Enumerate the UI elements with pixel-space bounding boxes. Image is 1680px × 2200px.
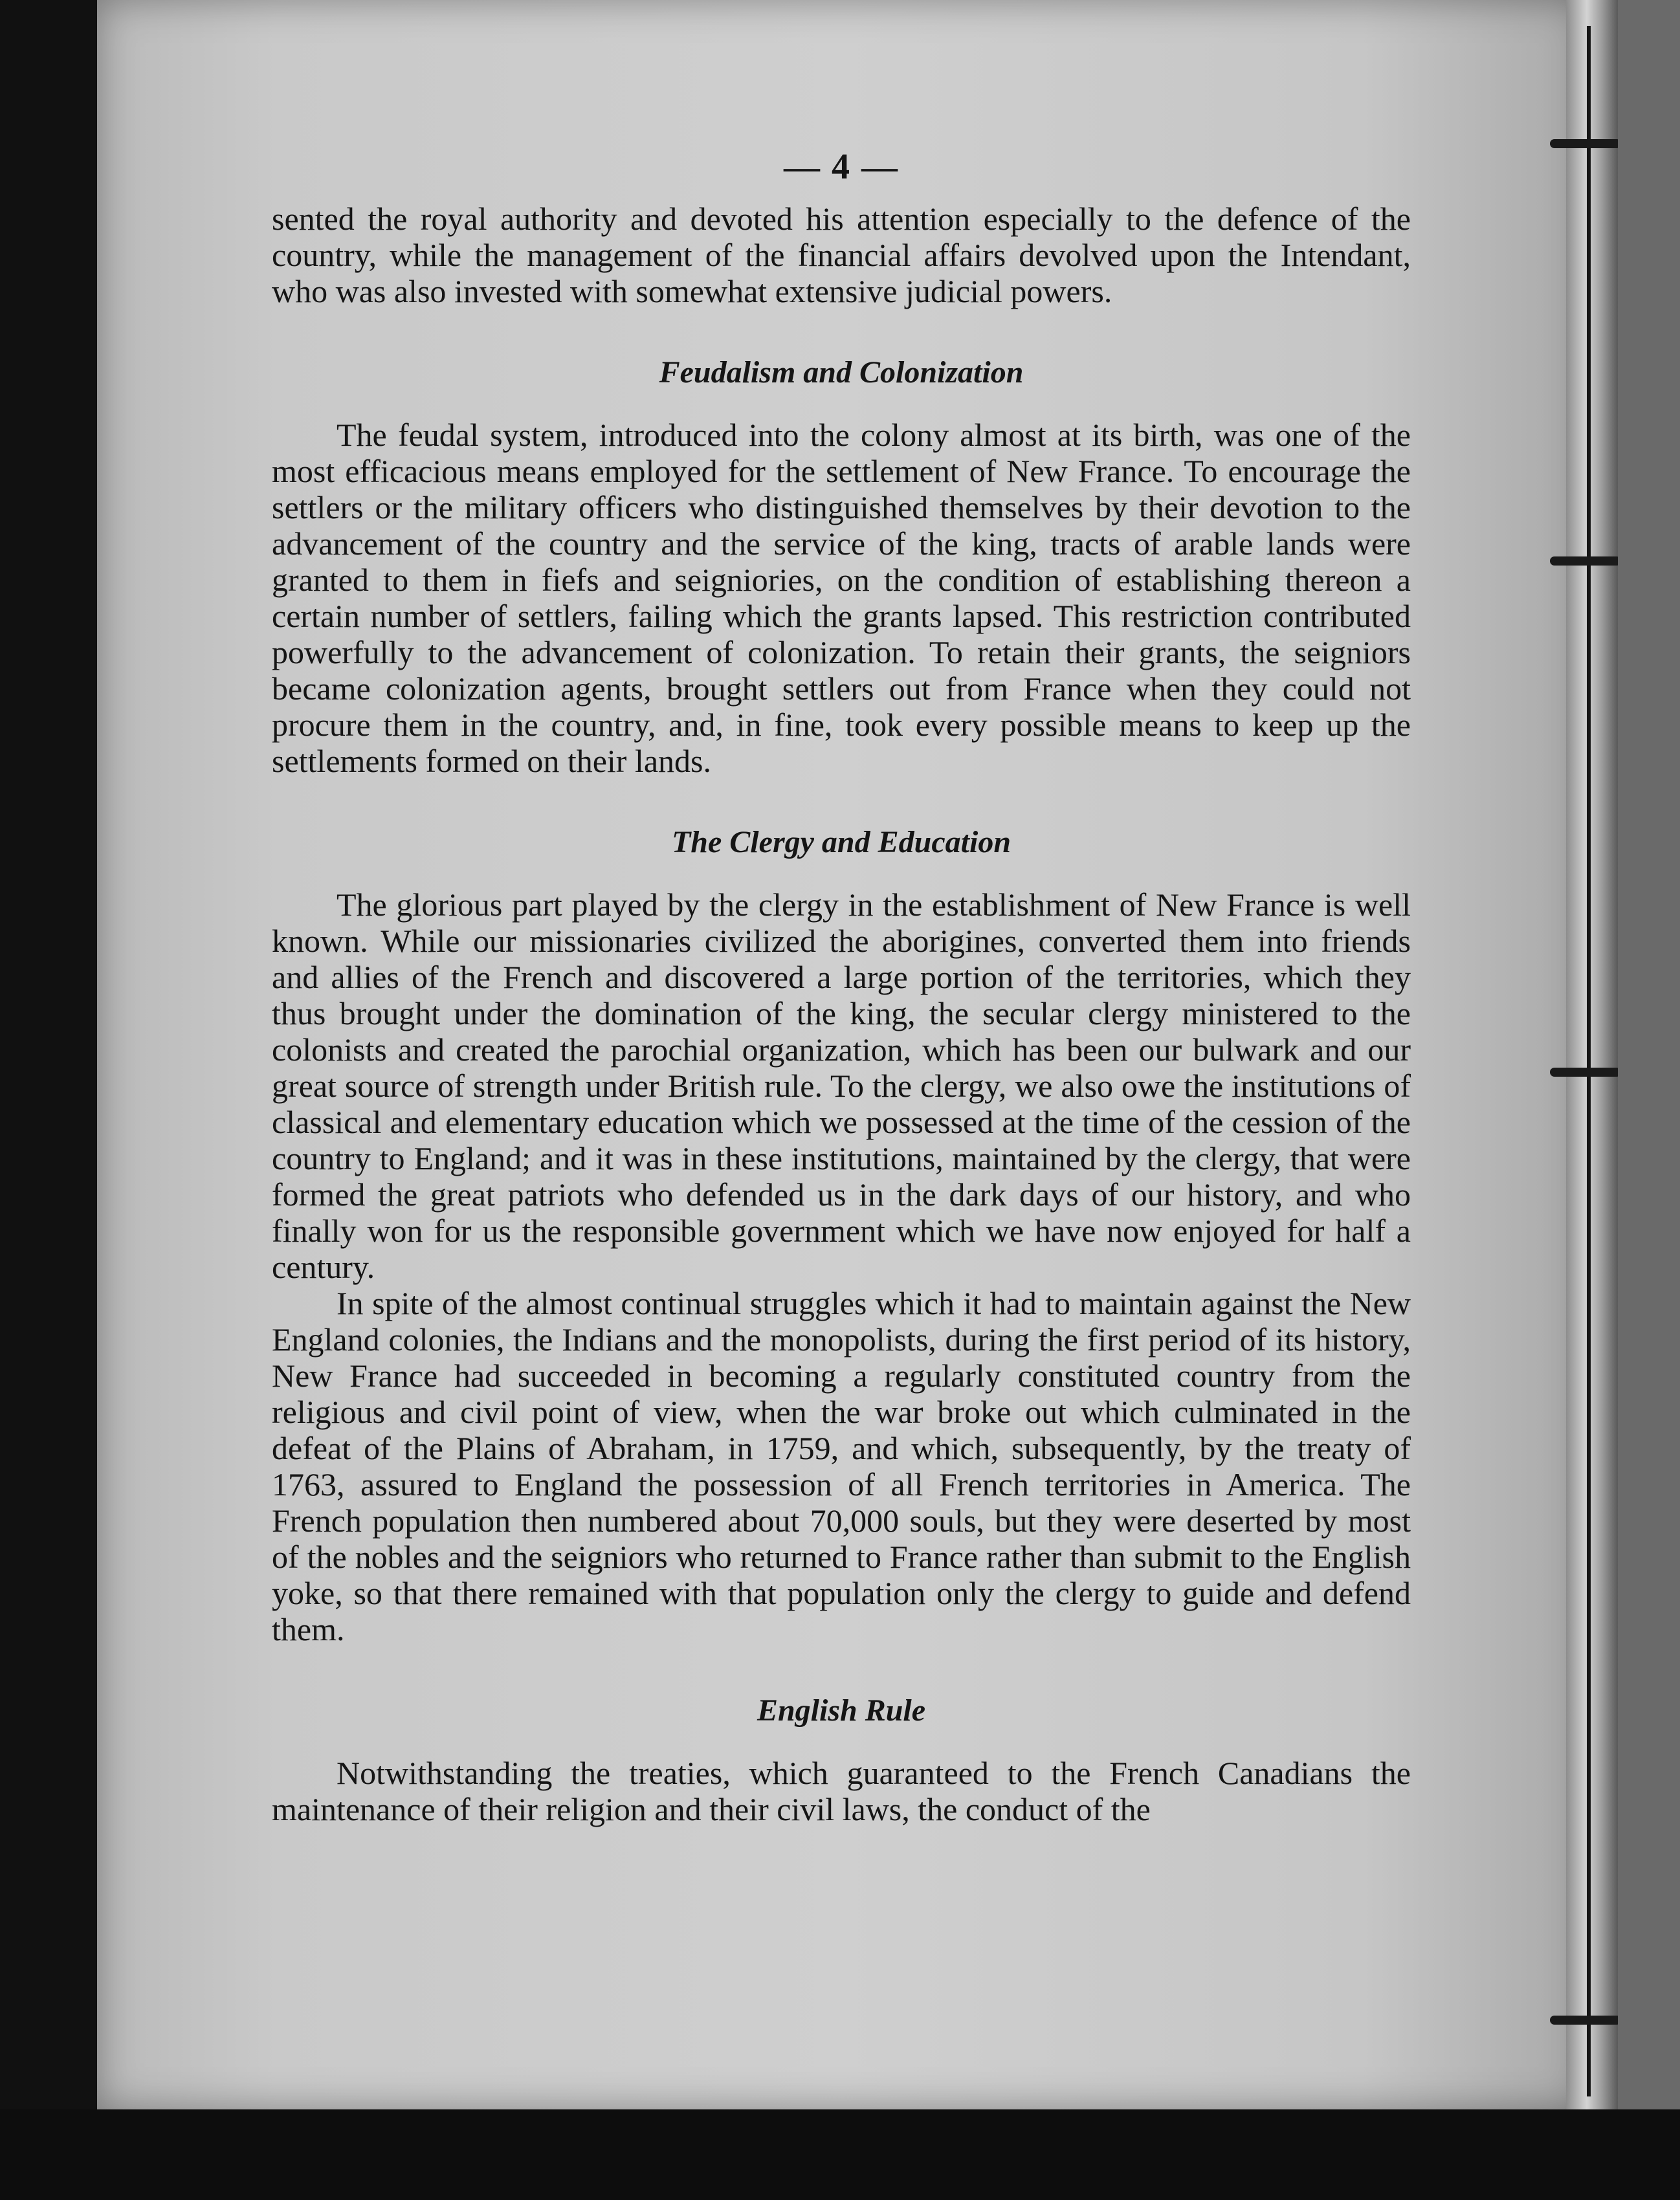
section-heading-feudalism: Feudalism and Colonization (659, 355, 1024, 390)
clergy-paragraph-2: In spite of the almost continual struggles which it had to maintain against the New England colonies, the Indians and the monopolists, during the first period of its history, New France had succeeded in becoming a regularly constituted country from the religious and civil point of view, when the war broke out which culminated in the defeat of the Plains of Abraham, in 1759, and which, subsequently, by the treaty of 1763, assured to England the possession of all French territories in America. The French population then numbered about 70,000 souls, but they were deserted by most of the nobles and the seigniors who returned to France rather than submit to the English yoke, so that there remained with that population only the clergy to guide and defend them. (272, 1285, 1411, 1647)
book-binding (1566, 0, 1618, 2122)
binding-stitch (1550, 2016, 1621, 2025)
adjacent-page-edge (1618, 0, 1680, 2200)
page-text (272, 149, 1411, 1827)
binding-stitch (1550, 139, 1621, 148)
english-rule-paragraph: Notwithstanding the treaties, which guaranteed to the French Canadians the maintenance of their religion and their civil laws, the conduct of the (272, 1755, 1411, 1827)
page-number: — 4 — (784, 147, 899, 187)
clergy-paragraph-1: The glorious part played by the clergy in the establishment of New France is well known. While our missionaries civilized the aborigines, converted them into friends and allies of the French and discovered a large portion of the territories, which they thus brought under the domination of the king, the secular clergy ministered to the colonists and created the parochial organization, which has been our bulwark and our great source of strength under British rule. To the clergy, we also owe the institutions of classical and elementary education which we possessed at the time of the cession of the country to England; and it was in these institutions, maintained by the clergy, that were formed the great patriots who defended us in the dark days of our history, and who finally won for us the responsible government which we have now enjoyed for half a century. (272, 886, 1411, 1285)
section-heading-english-rule: English Rule (757, 1693, 926, 1728)
binding-spine-line (1587, 26, 1591, 2096)
scan-bottom-border (0, 2109, 1680, 2200)
feudalism-paragraph: The feudal system, introduced into the colony almost at its birth, was one of the most efficacious means employed for the settlement of New France. To encourage the settlers or the military officers who distinguished themselves by their devotion to the advancement of the country and the service of the king, tracts of arable lands were granted to them in fiefs and seigniories, on the condition of establishing thereon a certain number of settlers, failing which the grants lapsed. This restriction contributed powerfully to the advancement of colonization. To retain their grants, the seigniors became colonization agents, brought settlers out from France when they could not procure them in the country, and, in fine, took every possible means to keep up the settlements formed on their lands. (272, 417, 1411, 779)
binding-stitch (1550, 1068, 1621, 1077)
binding-stitch (1550, 556, 1621, 566)
opening-paragraph: sented the royal authority and devoted his attention especially to the defence of the country, while the management of the financial affairs devolved upon the Intendant, who was also invested with somewhat extensive judicial powers. (272, 201, 1411, 309)
section-heading-clergy: The Clergy and Education (671, 825, 1011, 859)
